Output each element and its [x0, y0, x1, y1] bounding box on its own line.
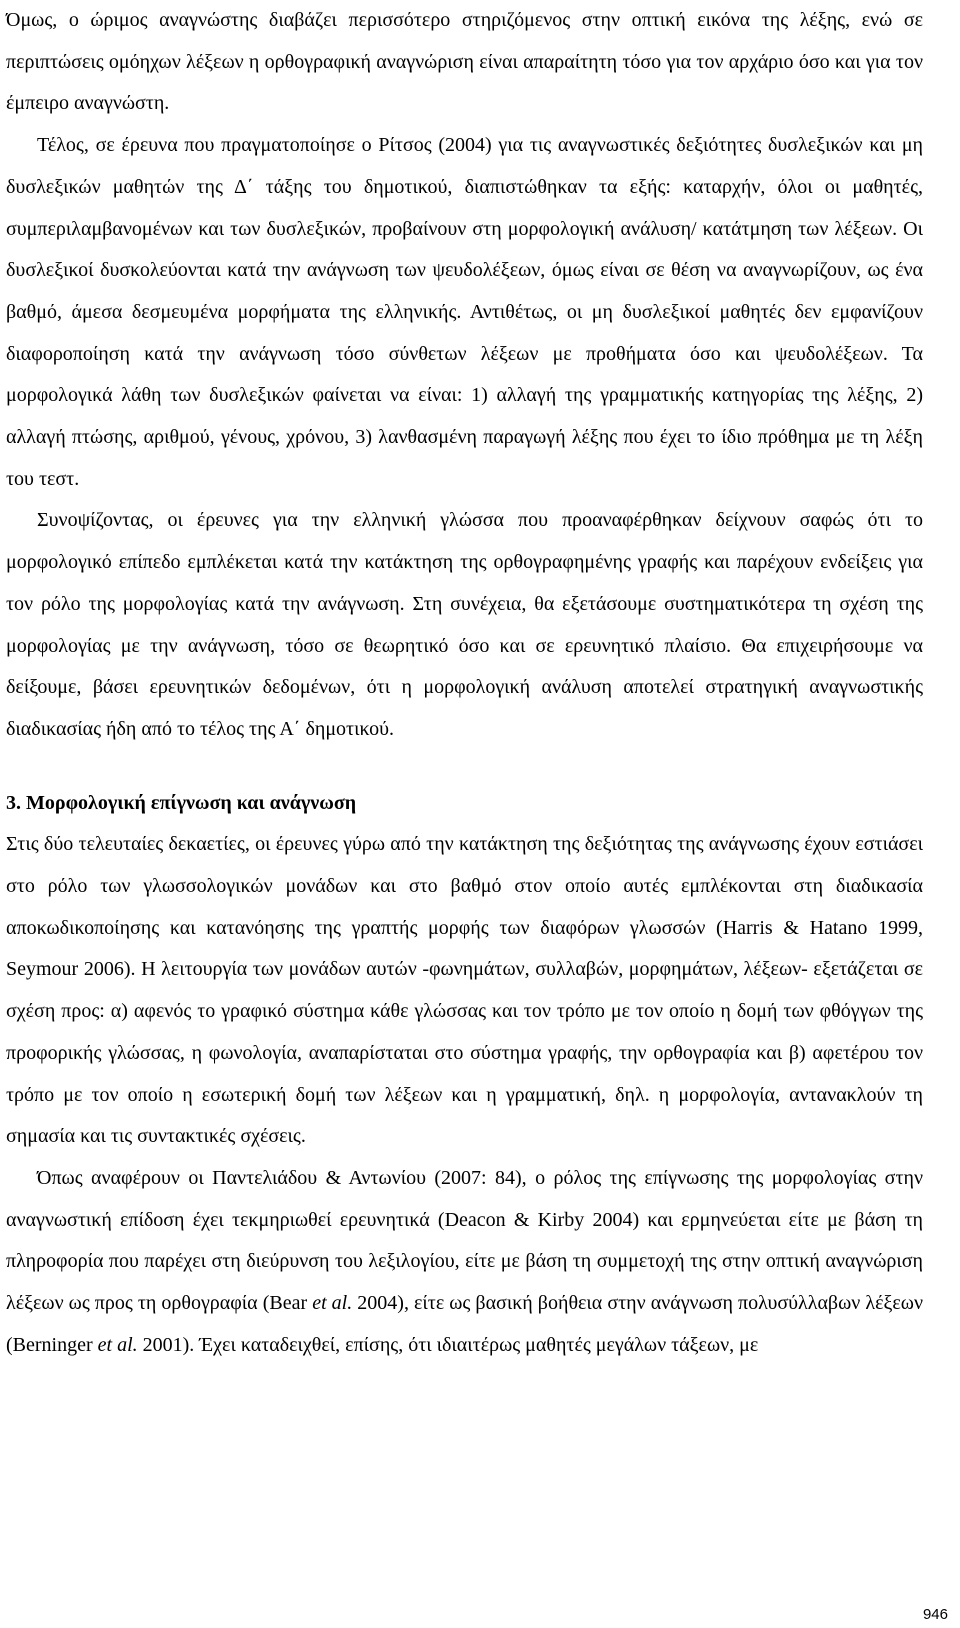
- paragraph-4-text-b: 2004), είτε ως βασική βοήθεια στην ανάγνωση πολυσύλλαβων λέξεων (Berninger: [6, 1292, 923, 1356]
- paragraph-3-text: Στις δύο τελευταίες δεκαετίες, οι έρευνες γύρω από την κατάκτηση της δεξιότητας της ανάγνωσης έχουν εστιάσει στο ρόλο των γλωσσολογικών μονάδων και στο βαθμό στον οποίο αυτές εμπλέκονται στη διαδικασία αποκωδικοποίησης και κατανόησης της γραπτής μορφής των διαφόρων γλωσσών (Harris & Hatano 1999, Seymour 2006). Η λειτουργία των μονάδων αυτών -φωνημάτων, συλλαβών, μορφημάτων, λέξεων- εξετάζεται σε σχέση προς: α) αφενός το γραφικό σύστημα κάθε γλώσσας και τον τρόπο με τον οποίο η δομή των φθόγγων της προφορικής γλώσσας, η φωνολογία, αναπαρίσταται στο σύστημα γραφής, την ορθογραφία και β) αφετέρου τον τρόπο με τον οποίο η εσωτερική δομή των λέξεων και η γραμματική, δηλ. η μορφολογία, αντανακλούν τη σημασία και τις συντακτικές σχέσεις.: [6, 833, 923, 1148]
- paragraphs-bottom: [6, 824, 923, 1366]
- paragraph-4: [6, 1158, 923, 1367]
- paragraph-4-citation-etal-1: et al.: [312, 1292, 353, 1315]
- paragraph-4-text-c: 2001). Έχει καταδειχθεί, επίσης, ότι ιδιαιτέρως μαθητές μεγάλων τάξεων, με: [137, 1333, 759, 1356]
- paragraph-2: [6, 500, 923, 750]
- paragraph-0-text: Όμως, ο ώριμος αναγνώστης διαβάζει περισσότερο στηριζόμενος στην οπτική εικόνα της λέξης, ενώ σε περιπτώσεις ομόηχων λέξεων η ορθογραφική αναγνώριση είναι απαραίτητη τόσο για τον αρχάριο όσο και για τον έμπειρο αναγνώστη.: [6, 9, 923, 115]
- paragraph-1: [6, 125, 923, 500]
- section-heading: 3. Μορφολογική επίγνωση και ανάγνωση: [6, 791, 357, 814]
- paragraph-0: [6, 0, 923, 125]
- paragraph-4-citation-etal-2: et al.: [97, 1333, 138, 1356]
- paragraph-4-text-a: Όπως αναφέρουν οι Παντελιάδου & Αντωνίου (2007: 84), ο ρόλος της επίγνωσης της μορφολογίας στην αναγνωστική επίδοση έχει τεκμηριωθεί ερευνητικά (Deacon & Kirby 2004) και ερμηνεύεται είτε με βάση τη πληροφορία που παρέχει στη διεύρυνση του λεξιλογίου, είτε με βάση τη συμμετοχή της στην οπτική αναγνώριση λέξεων ως προς τη ορθογραφία (Bear: [6, 1166, 923, 1315]
- paragraph-3: [6, 824, 923, 1158]
- document-page: [6, 0, 923, 1367]
- paragraphs-top: [6, 0, 923, 751]
- section-spacer: [6, 751, 923, 783]
- page-number: 946: [922, 1606, 948, 1623]
- paragraph-1-text: Τέλος, σε έρευνα που πραγματοποίησε ο Ρίτσος (2004) για τις αναγνωστικές δεξιότητες δυσλεξικών και μη δυσλεξικών μαθητών της Δ΄ τάξης του δημοτικού, διαπιστώθηκαν τα εξής: καταρχήν, όλοι οι μαθητές, συμπεριλαμβανομένων και των δυσλεξικών, προβαίνουν στη μορφολογική ανάλυση/ κατάτμηση των λέξεων. Οι δυσλεξικοί δυσκολεύονται κατά την ανάγνωση των ψευδολέξεων, όμως είναι σε θέση να αναγνωρίζουν, ως ένα βαθμό, άμεσα δεσμευμένα μορφήματα της ελληνικής. Αντιθέτως, οι μη δυσλεξικοί μαθητές δεν εμφανίζουν διαφοροποίηση κατά την ανάγνωση τόσο σύνθετων λέξεων με προθήματα όσο και ψευδολέξεων. Τα μορφολογικά λάθη των δυσλεξικών φαίνεται να είναι: 1) αλλαγή της γραμματικής κατηγορίας της λέξης, 2) αλλαγή πτώσης, αριθμού, γένους, χρόνου, 3) λανθασμένη παραγωγή λέξης που έχει το ίδιο πρόθημα με τη λέξη του τεστ.: [6, 134, 923, 490]
- paragraph-2-text: Συνοψίζοντας, οι έρευνες για την ελληνική γλώσσα που προαναφέρθηκαν δείχνουν σαφώς ότι το μορφολογικό επίπεδο εμπλέκεται κατά την κατάκτηση της ορθογραφημένης γραφής και παρέχουν ενδείξεις για τον ρόλο της μορφολογίας κατά την ανάγνωση. Στη συνέχεια, θα εξετάσουμε συστηματικότερα τη σχέση της μορφολογίας με την ανάγνωση, τόσο σε θεωρητικό όσο και σε ερευνητικό πλαίσιο. Θα επιχειρήσουμε να δείξουμε, βάσει ερευνητικών δεδομένων, ότι η μορφολογική ανάλυση αποτελεί στρατηγική αναγνωστικής διαδικασίας ήδη από το τέλος της Α΄ δημοτικού.: [6, 509, 923, 740]
